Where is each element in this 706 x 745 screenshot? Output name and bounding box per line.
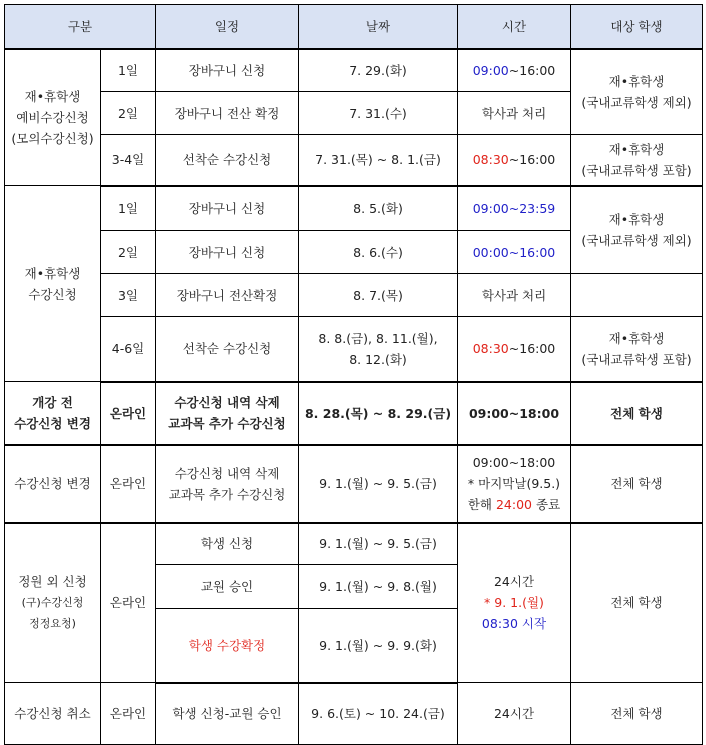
schedule-cell: 학생 수강확정 xyxy=(156,609,299,683)
target-line: (국내교류학생 제외) xyxy=(581,232,692,248)
group3-title-line: 수강신청 변경 xyxy=(14,415,91,431)
header-time: 시간 xyxy=(458,5,571,49)
schedule-cell: 장바구니 전산 확정 xyxy=(156,92,299,135)
time-cell: 09:00~18:00 xyxy=(458,382,571,445)
schedule-cell xyxy=(156,382,299,445)
time-rest: ~16:00 xyxy=(508,152,556,168)
group3-title-line: 개강 전 xyxy=(32,394,73,410)
time-cell: 09:00~23:59 xyxy=(458,186,571,231)
group5-title-line: (구)수강신청 xyxy=(21,596,84,610)
target-cell: 전체 학생 xyxy=(571,523,703,683)
time-line: * 9. 1.(월) xyxy=(484,595,544,611)
date-cell xyxy=(299,317,458,382)
time-line xyxy=(460,494,568,515)
schedule-cell: 장바구니 신청 xyxy=(156,49,299,92)
date-cell: 8. 7.(목) xyxy=(299,274,458,317)
group5-title xyxy=(5,523,101,683)
day-cell: 4-6일 xyxy=(101,317,156,382)
target-line: 재•휴학생 xyxy=(608,141,665,157)
day-cell: 3-4일 xyxy=(101,135,156,186)
time-line: * 마지막날(9.5.) xyxy=(467,476,561,491)
schedule-line: 교과목 추가 수강신청 xyxy=(168,486,286,502)
date-line: 8. 12.(화) xyxy=(349,351,407,367)
schedule-cell: 장바구니 신청 xyxy=(156,231,299,274)
schedule-cell: 장바구니 신청 xyxy=(156,186,299,231)
target-cell: 전체 학생 xyxy=(571,445,703,523)
target-cell-empty xyxy=(571,274,703,317)
time-cell: 학사과 처리 xyxy=(458,274,571,317)
date-cell: 9. 1.(월) ~ 9. 8.(월) xyxy=(299,565,458,609)
target-cell xyxy=(571,317,703,382)
registration-schedule-table xyxy=(4,4,703,745)
date-cell: 8. 6.(수) xyxy=(299,231,458,274)
header-target: 대상 학생 xyxy=(571,5,703,49)
table-row xyxy=(5,49,703,92)
target-line: (국내교류학생 포함) xyxy=(581,162,692,178)
schedule-cell xyxy=(156,445,299,523)
date-cell: 9. 6.(토) ~ 10. 24.(금) xyxy=(299,683,458,745)
group5-title-line: 정정요청) xyxy=(29,617,76,631)
schedule-line: 교과목 추가 수강신청 xyxy=(168,416,286,431)
target-line: 재•휴학생 xyxy=(608,211,665,227)
date-cell: 8. 28.(목) ~ 8. 29.(금) xyxy=(299,382,458,445)
time-cell xyxy=(458,135,571,186)
time-rest: ~16:00 xyxy=(508,62,556,78)
target-cell: 전체 학생 xyxy=(571,382,703,445)
table-row xyxy=(5,274,703,317)
date-cell: 7. 31.(수) xyxy=(299,92,458,135)
time-line3-red: 24:00 xyxy=(495,497,533,512)
target-cell xyxy=(571,135,703,186)
table-row xyxy=(5,683,703,745)
group1-title xyxy=(5,49,101,186)
day-cell: 2일 xyxy=(101,231,156,274)
time-start: 09:00 xyxy=(472,62,509,78)
table-row xyxy=(5,382,703,445)
time-cell: 학사과 처리 xyxy=(458,92,571,135)
target-line: 재•휴학생 xyxy=(608,330,665,346)
group2-title-line: 수강신청 xyxy=(28,286,77,302)
date-cell: 9. 1.(월) ~ 9. 5.(금) xyxy=(299,523,458,565)
group1-title-line: 재•휴학생 xyxy=(24,88,81,104)
time-line3-pre: 한해 xyxy=(467,497,496,512)
day-cell: 2일 xyxy=(101,92,156,135)
day-cell: 1일 xyxy=(101,186,156,231)
time-line: 24시간 xyxy=(493,574,535,590)
header-date: 날짜 xyxy=(299,5,458,49)
time-cell xyxy=(458,317,571,382)
schedule-cell: 학생 신청-교원 승인 xyxy=(156,683,299,745)
time-line: 09:00~18:00 xyxy=(472,455,556,470)
schedule-line: 수강신청 내역 삭제 xyxy=(174,395,280,410)
group2-title-line: 재•휴학생 xyxy=(24,265,81,281)
time-line: 08:30 시작 xyxy=(481,616,547,632)
group4-title: 수강신청 변경 xyxy=(5,445,101,523)
table-row xyxy=(5,445,703,523)
group1-title-line: (모의수강신청) xyxy=(11,130,94,146)
header-schedule: 일정 xyxy=(156,5,299,49)
time-rest: ~16:00 xyxy=(508,341,556,357)
time-cell xyxy=(458,49,571,92)
target-cell xyxy=(571,186,703,274)
mode-cell: 온라인 xyxy=(101,523,156,683)
time-cell: 24시간 xyxy=(458,683,571,745)
schedule-cell: 선착순 수강신청 xyxy=(156,135,299,186)
date-cell: 7. 31.(목) ~ 8. 1.(금) xyxy=(299,135,458,186)
mode-cell: 온라인 xyxy=(101,683,156,745)
group1-title-line: 예비수강신청 xyxy=(16,109,89,125)
time-cell xyxy=(458,523,571,683)
day-cell: 1일 xyxy=(101,49,156,92)
schedule-cell: 교원 승인 xyxy=(156,565,299,609)
date-cell: 9. 1.(월) ~ 9. 5.(금) xyxy=(299,445,458,523)
day-cell: 3일 xyxy=(101,274,156,317)
table-row xyxy=(5,186,703,231)
time-line3-post: 종료 xyxy=(532,497,561,512)
target-cell: 전체 학생 xyxy=(571,683,703,745)
date-line: 8. 8.(금), 8. 11.(월), xyxy=(318,330,438,346)
table-row xyxy=(5,135,703,186)
target-line: (국내교류학생 제외) xyxy=(581,94,692,110)
time-start: 08:30 xyxy=(472,152,509,168)
date-cell: 9. 1.(월) ~ 9. 9.(화) xyxy=(299,609,458,683)
table-row xyxy=(5,523,703,565)
header-category: 구분 xyxy=(5,5,156,49)
group2-title xyxy=(5,186,101,382)
time-cell xyxy=(458,445,571,523)
date-cell: 7. 29.(화) xyxy=(299,49,458,92)
group5-title-line: 정원 외 신청 xyxy=(18,574,87,590)
group6-title: 수강신청 취소 xyxy=(5,683,101,745)
header-row xyxy=(5,5,703,49)
schedule-cell: 장바구니 전산확정 xyxy=(156,274,299,317)
mode-cell: 온라인 xyxy=(101,382,156,445)
schedule-line: 수강신청 내역 삭제 xyxy=(174,465,280,481)
time-start: 08:30 xyxy=(472,341,509,357)
mode-cell: 온라인 xyxy=(101,445,156,523)
group3-title xyxy=(5,382,101,445)
target-cell xyxy=(571,49,703,135)
target-line: 재•휴학생 xyxy=(608,73,665,89)
time-cell: 00:00~16:00 xyxy=(458,231,571,274)
schedule-cell: 학생 신청 xyxy=(156,523,299,565)
schedule-cell: 선착순 수강신청 xyxy=(156,317,299,382)
date-cell: 8. 5.(화) xyxy=(299,186,458,231)
table-row xyxy=(5,317,703,382)
target-line: (국내교류학생 포함) xyxy=(581,351,692,367)
